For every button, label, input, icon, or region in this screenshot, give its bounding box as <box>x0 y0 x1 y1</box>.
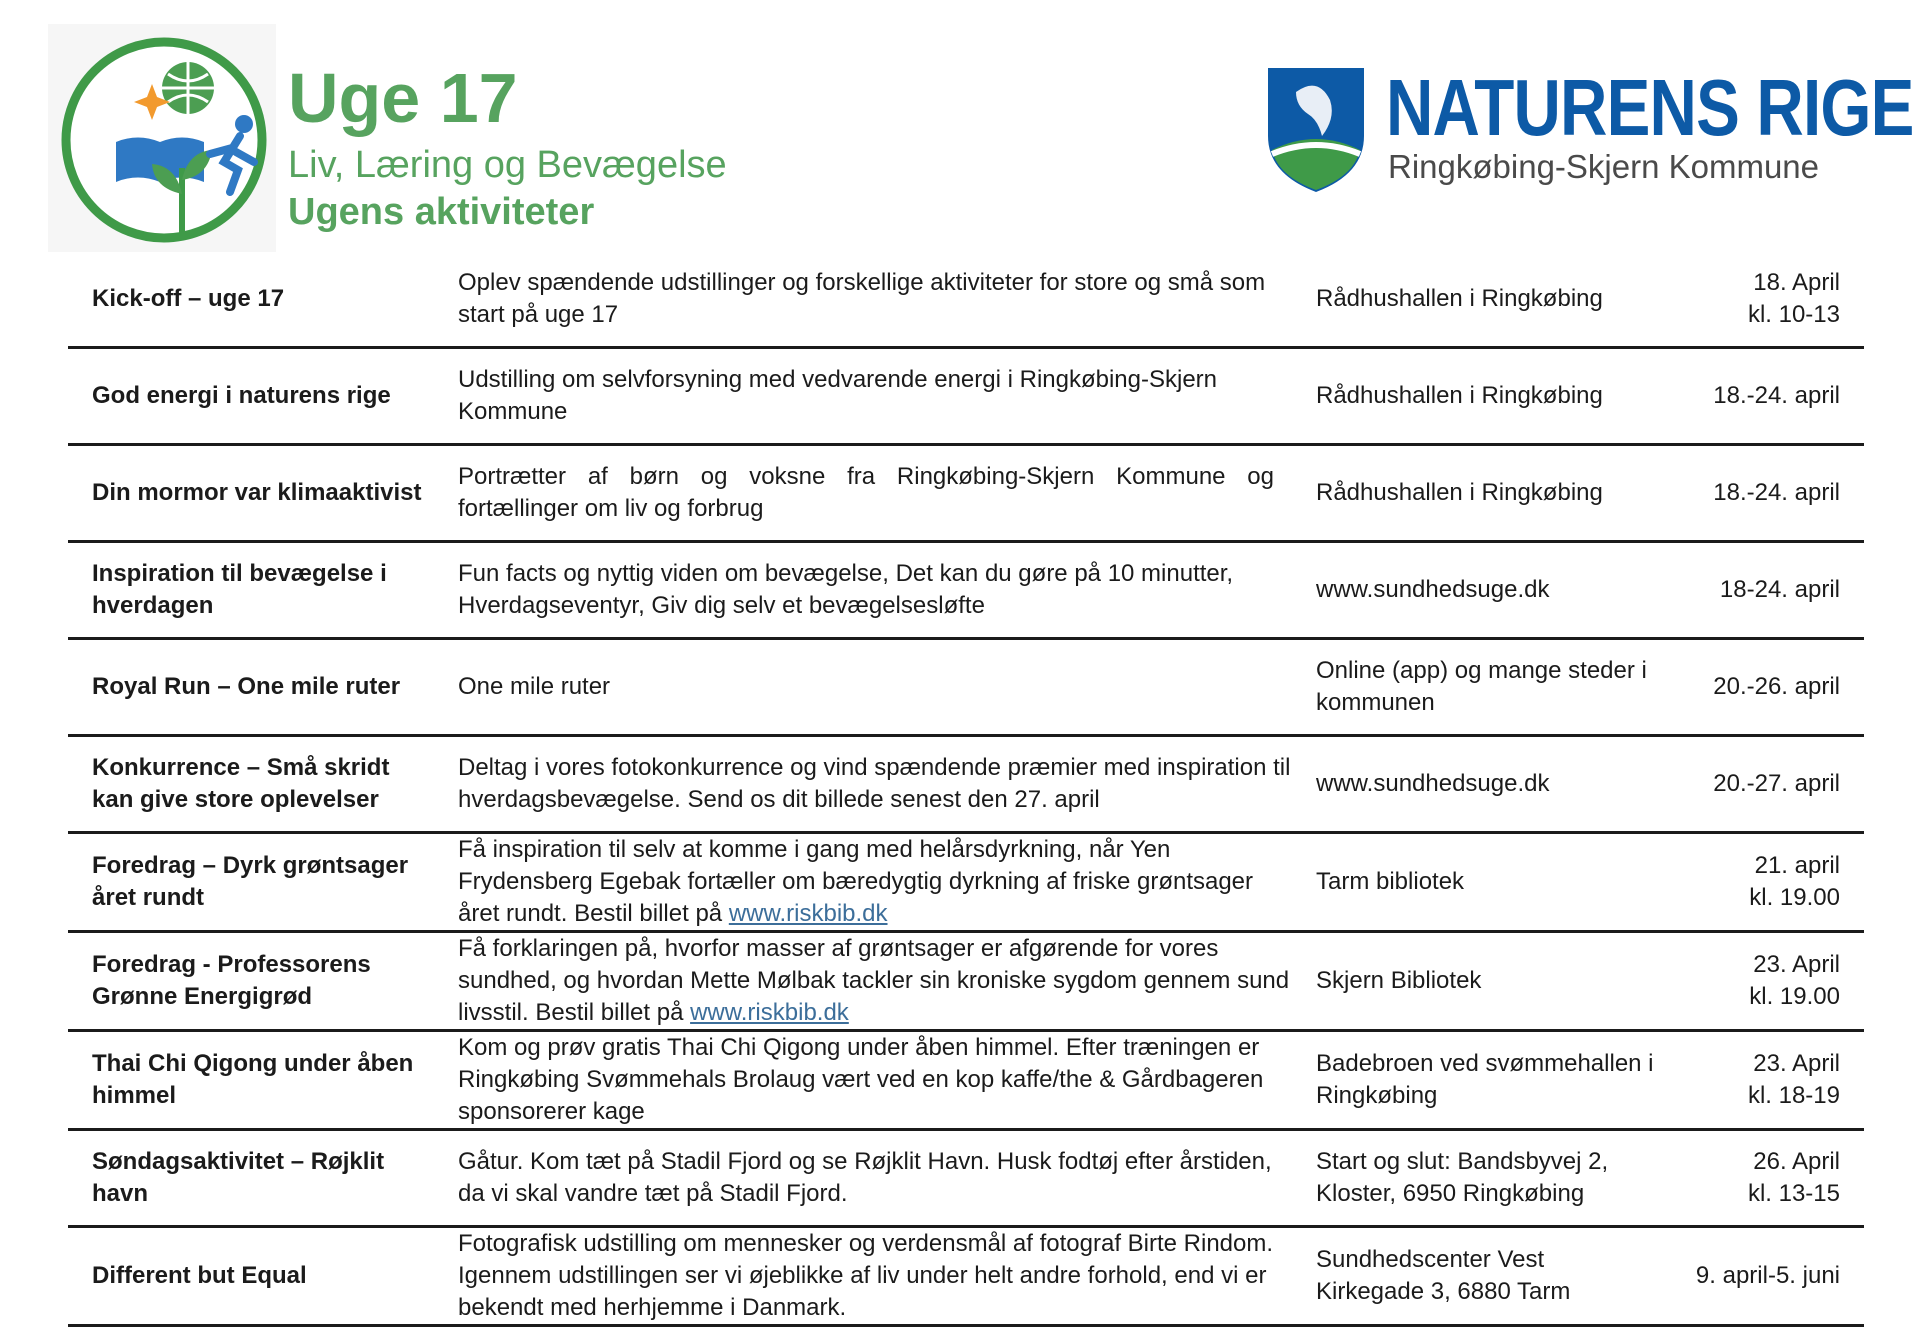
fish-shield-icon <box>1266 66 1366 194</box>
table-row <box>68 932 1864 1031</box>
time-line: kl. 18-19 <box>1747 1082 1840 1109</box>
activity-name: Kick-off – uge 17 <box>68 252 434 348</box>
activity-location: www.sundhedsuge.dk <box>1292 736 1654 833</box>
activity-description: Fun facts og nyttig viden om bevægelse, Det kan du gøre på 10 minutter, Hverdagseventyr, Giv dig selv et bevægelsesløfte <box>434 542 1292 639</box>
activity-name: God energi i naturens rige <box>68 348 434 445</box>
activity-description: Gåtur. Kom tæt på Stadil Fjord og se Røjklit Havn. Husk fodtøj efter årstiden, da vi skal vandre tæt på Stadil Fjord. <box>434 1130 1292 1227</box>
activity-description: One mile ruter <box>434 639 1292 736</box>
table-row <box>68 1130 1864 1227</box>
date-line: 26. April <box>1753 1148 1840 1175</box>
section-title: Ugens aktiviteter <box>288 191 595 233</box>
table-row <box>68 736 1864 833</box>
brand-name: NATURENS RIGE <box>1386 63 1914 152</box>
header <box>288 58 727 236</box>
brand-municipality: Ringkøbing-Skjern Kommune <box>1388 148 1820 185</box>
activity-location: Online (app) og mange steder i kommunen <box>1292 639 1654 736</box>
activity-location: Rådhushallen i Ringkøbing <box>1292 252 1654 348</box>
activity-description: Portrætter af børn og voksne fra Ringkøbing-Skjern Kommune og fortællinger om liv og forbrug <box>434 445 1292 542</box>
activity-date <box>1654 833 1864 932</box>
riskbib-link[interactable]: www.riskbib.dk <box>728 900 888 927</box>
table-row <box>68 542 1864 639</box>
activities-table <box>68 252 1864 1327</box>
activity-name: Thai Chi Qigong under åben himmel <box>68 1031 434 1130</box>
subtitle: Liv, Læring og Bevægelse <box>288 144 727 186</box>
activity-description: Oplev spændende udstillinger og forskellige aktiviteter for store og små som start på uge 17 <box>434 252 1292 348</box>
activity-name: Foredrag - Professorens Grønne Energigrød <box>68 932 434 1031</box>
uge17-logo <box>48 24 276 252</box>
activity-name: Royal Run – One mile ruter <box>68 639 434 736</box>
riskbib-link[interactable]: www.riskbib.dk <box>690 999 849 1026</box>
activity-description: Deltag i vores fotokonkurrence og vind spændende præmier med inspiration til hverdagsbevægelse. Send os dit billede senest den 27. april <box>434 736 1292 833</box>
activity-location: Start og slut: Bandsbyvej 2, Kloster, 6950 Ringkøbing <box>1292 1130 1654 1227</box>
date-line: 21. april <box>1754 852 1840 879</box>
activity-description: Udstilling om selvforsyning med vedvarende energi i Ringkøbing-Skjern Kommune <box>434 348 1292 445</box>
activity-description <box>434 833 1292 932</box>
activity-name: Søndagsaktivitet – Røjklit havn <box>68 1130 434 1227</box>
table-row <box>68 639 1864 736</box>
activity-name: Foredrag – Dyrk grøntsager året rundt <box>68 833 434 932</box>
activity-name: Konkurrence – Små skridt kan give store oplevelser <box>68 736 434 833</box>
time-line: kl. 19.00 <box>1749 983 1840 1010</box>
activity-name: Din mormor var klimaaktivist <box>68 445 434 542</box>
table-row <box>68 445 1864 542</box>
table-row <box>68 252 1864 348</box>
activity-location: Sundhedscenter Vest Kirkegade 3, 6880 Tarm <box>1292 1227 1654 1326</box>
globe-book-runner-icon <box>48 24 276 252</box>
activity-location: Skjern Bibliotek <box>1292 932 1654 1031</box>
table-row <box>68 833 1864 932</box>
table-row <box>68 348 1864 445</box>
activity-date: 18.-24. april <box>1654 348 1864 445</box>
week-title: Uge 17 <box>288 59 518 137</box>
activity-location: Rådhushallen i Ringkøbing <box>1292 445 1654 542</box>
activity-date <box>1654 1031 1864 1130</box>
activity-description: Fotografisk udstilling om mennesker og verdensmål af fotograf Birte Rindom. Igennem udstillingen ser vi øjeblikke af liv under helt andre forhold, end vi er bekendt med herhjemme i Danmark. <box>434 1227 1292 1326</box>
activity-date: 18.-24. april <box>1654 445 1864 542</box>
description-text: Få inspiration til selv at komme i gang med helårsdyrkning, når Yen Frydensberg Egebak fortæller om bæredygtig dyrkning af friske grøntsager året rundt. Bestil billet på <box>458 836 1254 927</box>
table-row <box>68 1031 1864 1130</box>
activity-location: Rådhushallen i Ringkøbing <box>1292 348 1654 445</box>
activity-date: 9. april-5. juni <box>1654 1227 1864 1326</box>
time-line: kl. 10-13 <box>1747 301 1840 328</box>
activity-date: 20.-27. april <box>1654 736 1864 833</box>
date-line: 23. April <box>1753 951 1840 978</box>
naturens-rige-brand <box>1266 63 1914 196</box>
time-line: kl. 19.00 <box>1749 884 1840 911</box>
date-line: 23. April <box>1753 1050 1840 1077</box>
activity-date: 18-24. april <box>1654 542 1864 639</box>
activity-description: Kom og prøv gratis Thai Chi Qigong under åben himmel. Efter træningen er Ringkøbing Svømmehals Brolaug vært ved en kop kaffe/the & Gårdbageren sponsorerer kage <box>434 1031 1292 1130</box>
description-text: Få forklaringen på, hvorfor masser af grøntsager er afgørende for vores sundhed, og hvordan Mette Mølbak tackler sin kroniske sygdom gennem sund livsstil. Bestil billet på <box>458 935 1290 1026</box>
activity-name: Different but Equal <box>68 1227 434 1326</box>
date-line: 18. April <box>1753 269 1840 296</box>
activity-description <box>434 932 1292 1031</box>
activity-date <box>1654 1130 1864 1227</box>
table-row <box>68 1227 1864 1326</box>
activity-location: www.sundhedsuge.dk <box>1292 542 1654 639</box>
activity-name: Inspiration til bevægelse i hverdagen <box>68 542 434 639</box>
activity-location: Badebroen ved svømmehallen i Ringkøbing <box>1292 1031 1654 1130</box>
activity-date <box>1654 932 1864 1031</box>
activity-date <box>1654 252 1864 348</box>
activity-location: Tarm bibliotek <box>1292 833 1654 932</box>
activity-date: 20.-26. april <box>1654 639 1864 736</box>
time-line: kl. 13-15 <box>1747 1180 1840 1207</box>
